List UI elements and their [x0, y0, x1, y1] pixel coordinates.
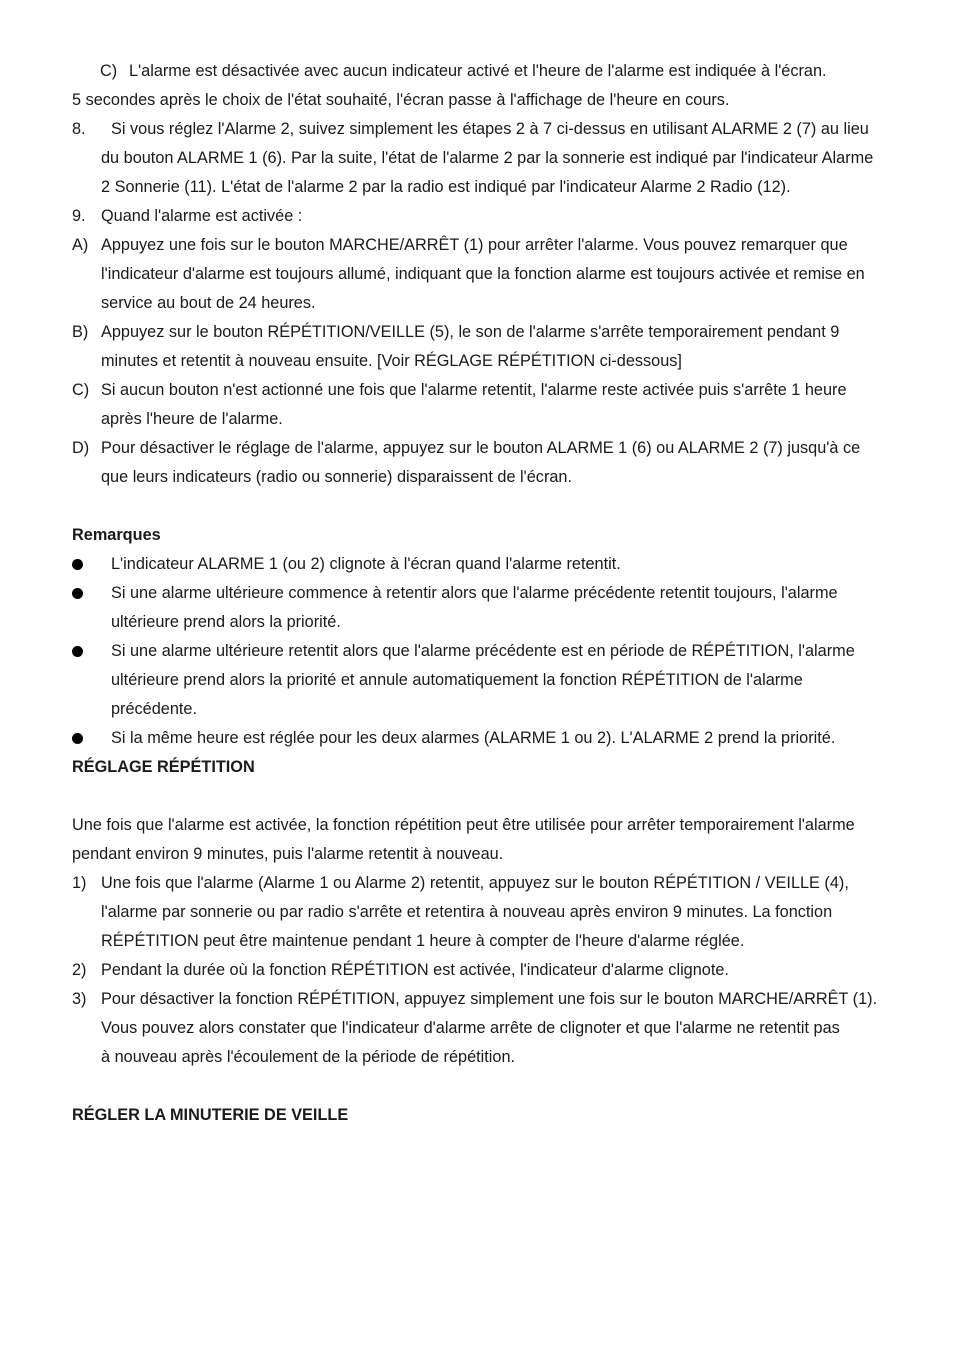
repetition-step-3-continuation: à nouveau après l'écoulement de la période de répétition.: [101, 1048, 516, 1066]
bullet-item: [72, 637, 882, 724]
alarm-step-b: [72, 318, 882, 376]
remarques-heading: Remarques: [72, 526, 161, 544]
minuterie-heading: RÉGLER LA MINUTERIE DE VEILLE: [72, 1106, 349, 1124]
repetition-step-1: [72, 869, 882, 956]
list-item-text: Appuyez une fois sur le bouton MARCHE/ARRÊT (1) pour arrêter l'alarme. Vous pouvez remarquer que l'indicateur d'alarme est toujours allumé, indiquant que la fonction alarme est toujours activée et remise en service au bout de 24 heures.: [101, 236, 865, 312]
alarm-step-a: [72, 231, 882, 318]
list-marker: A): [72, 236, 89, 254]
repetition-step-3-continuation: Vous pouvez alors constater que l'indicateur d'alarme arrête de clignoter et que l'alarme ne retentit pas: [101, 1019, 840, 1037]
alarm-step-c: [72, 376, 882, 434]
bullet-item: [72, 579, 882, 637]
bullet-item: [72, 550, 882, 579]
bullet-text: Si une alarme ultérieure commence à retentir alors que l'alarme précédente retentit toujours, l'alarme ultérieure prend alors la priorité.: [111, 584, 838, 631]
repetition-step-3: [72, 985, 882, 1014]
list-item-text: Pour désactiver la fonction RÉPÉTITION, appuyez simplement une fois sur le bouton MARCHE/ARRÊT (1).: [101, 990, 878, 1008]
bullet-text: Si une alarme ultérieure retentit alors que l'alarme précédente est en période de RÉPÉTITION, l'alarme ultérieure prend alors la priorité et annule automatiquement la fonction RÉPÉTITION de l'alarme précédente.: [111, 642, 855, 718]
list-marker: D): [72, 439, 90, 457]
spacer: [72, 1072, 882, 1101]
list-item-9: [72, 202, 882, 231]
spacer: [72, 492, 882, 521]
bullet-text: L'indicateur ALARME 1 (ou 2) clignote à l'écran quand l'alarme retentit.: [111, 555, 621, 573]
list-item-text: Quand l'alarme est activée :: [101, 207, 303, 225]
bullet-dot-icon: [72, 588, 83, 599]
list-item-c-alarm-off: [72, 57, 882, 86]
document-page: [72, 57, 882, 1130]
bullet-text: Si la même heure est réglée pour les deux alarmes (ALARME 1 ou 2). L'ALARME 2 prend la priorité.: [111, 729, 836, 747]
repetition-intro: Une fois que l'alarme est activée, la fonction répétition peut être utilisée pour arrêter temporairement l'alarme pendant environ 9 minutes, puis l'alarme retentit à nouveau.: [72, 816, 855, 863]
list-item-8: [72, 115, 882, 202]
list-item-text: Si aucun bouton n'est actionné une fois que l'alarme retentit, l'alarme reste activée puis s'arrête 1 heure après l'heure de l'alarme.: [101, 381, 847, 428]
list-marker: 1): [72, 874, 87, 892]
alarm-step-d: [72, 434, 882, 492]
list-marker: 9.: [72, 207, 86, 225]
list-item-text: Si vous réglez l'Alarme 2, suivez simplement les étapes 2 à 7 ci-dessus en utilisant ALARME 2 (7) au lieu du bouton ALARME 1 (6). Par la suite, l'état de l'alarme 2 par la sonnerie est indiqué par l'indicateur Alarme 2 Sonnerie (11). L'état de l'alarme 2 par la radio est indiqué par l'indicateur Alarme 2 Radio (12).: [101, 120, 874, 196]
bullet-dot-icon: [72, 733, 83, 744]
list-item-text: L'alarme est désactivée avec aucun indicateur activé et l'heure de l'alarme est indiquée à l'écran.: [129, 62, 827, 80]
bullet-dot-icon: [72, 559, 83, 570]
list-item-text: Une fois que l'alarme (Alarme 1 ou Alarme 2) retentit, appuyez sur le bouton RÉPÉTITION / VEILLE (4), l'alarme par sonnerie ou par radio s'arrête et retentira à nouveau après environ 9 minutes. La fonction RÉPÉTITION peut être maintenue pendant 1 heure à compter de l'heure d'alarme réglée.: [101, 874, 849, 950]
repetition-step-2: [72, 956, 882, 985]
list-marker: C): [72, 381, 90, 399]
list-marker: 2): [72, 961, 87, 979]
reglage-repetition-heading: RÉGLAGE RÉPÉTITION: [72, 758, 255, 776]
list-marker: 3): [72, 990, 87, 1008]
bullet-item: [72, 724, 882, 753]
paragraph-5-seconds: 5 secondes après le choix de l'état souhaité, l'écran passe à l'affichage de l'heure en cours.: [72, 91, 730, 109]
list-item-text: Appuyez sur le bouton RÉPÉTITION/VEILLE (5), le son de l'alarme s'arrête temporairement pendant 9 minutes et retentit à nouveau ensuite. [Voir RÉGLAGE RÉPÉTITION ci-dessous]: [101, 323, 840, 370]
spacer: [72, 782, 882, 811]
bullet-dot-icon: [72, 646, 83, 657]
list-item-text: Pour désactiver le réglage de l'alarme, appuyez sur le bouton ALARME 1 (6) ou ALARME 2 (7) jusqu'à ce que leurs indicateurs (radio ou sonnerie) disparaissent de l'écran.: [101, 439, 861, 486]
list-marker: 8.: [72, 120, 86, 138]
list-marker: C): [100, 62, 118, 80]
list-item-text: Pendant la durée où la fonction RÉPÉTITION est activée, l'indicateur d'alarme clignote.: [101, 961, 729, 979]
list-marker: B): [72, 323, 89, 341]
